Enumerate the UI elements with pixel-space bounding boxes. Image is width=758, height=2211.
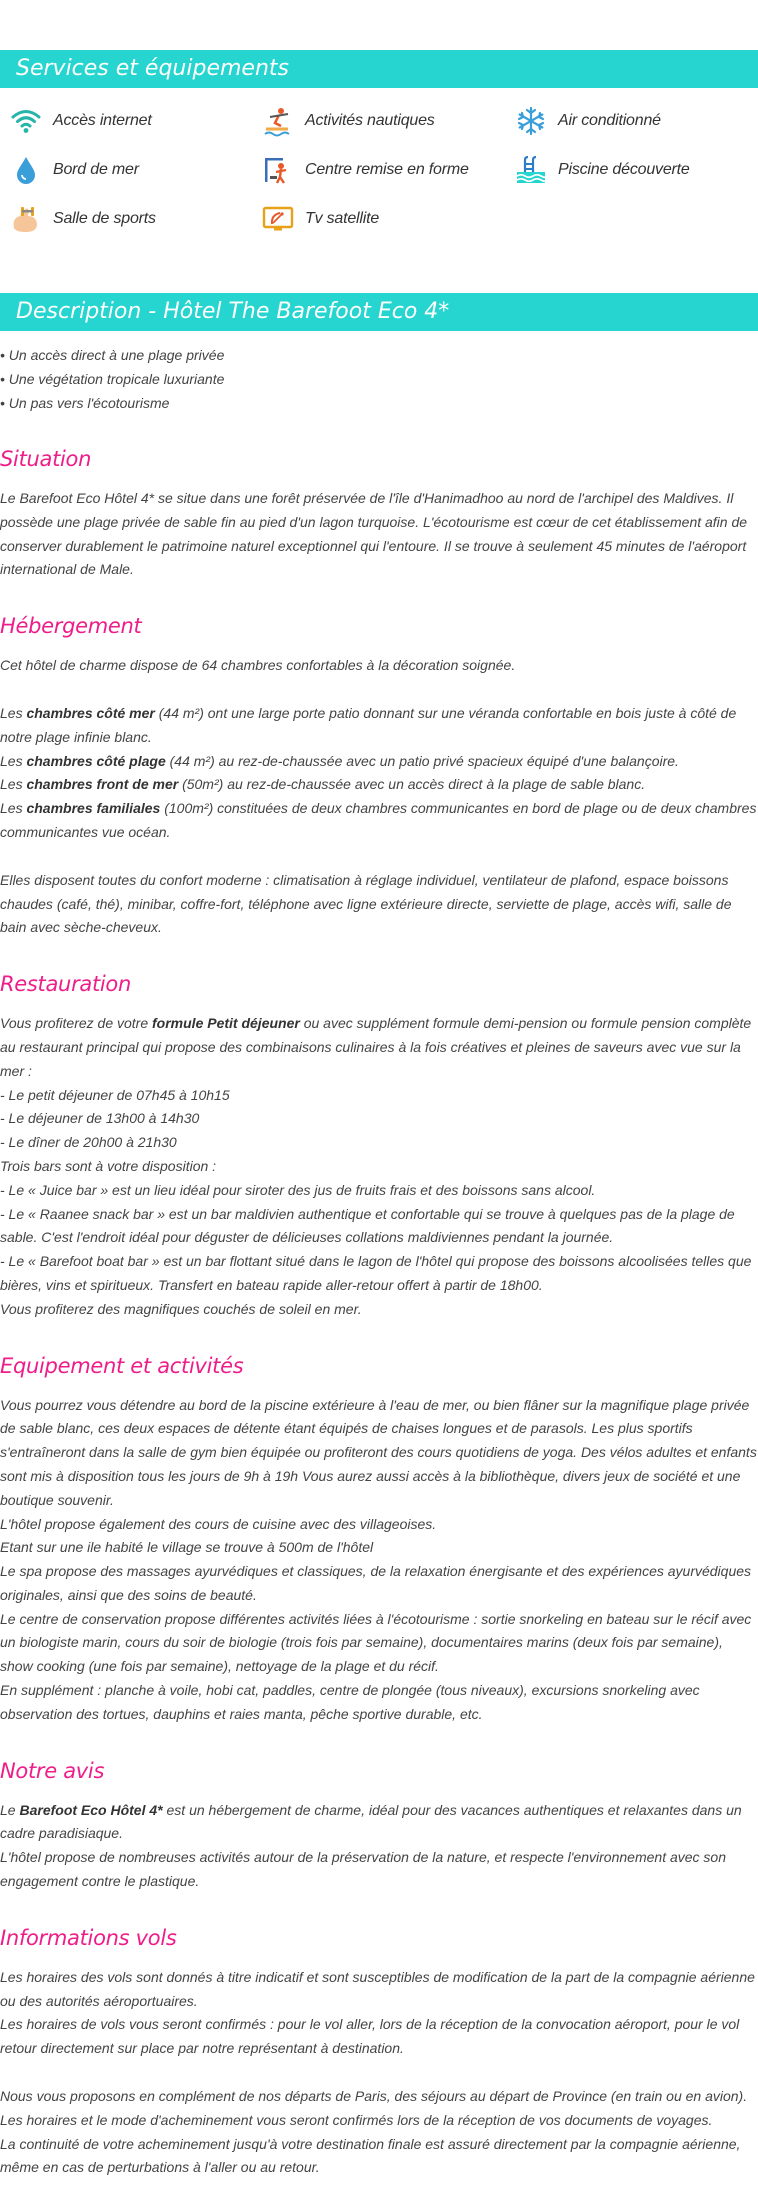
equipement-line: Vous pourrez vous détendre au bord de la piscine extérieure à l'eau de mer, ou bien flâner sur la magnifique plage privée de sable blanc, ces deux espaces de détente étant équipés de chaises longues et de parasols. Les plus sportifs s'entraîneront dans la salle de gym bien équipée ou profiteront des cours quotidiens de yoga. Des vélos adultes et enfants sont mis à disposition tous les jours de 9h à 19h Vous aurez aussi accès à la bibliothèque, divers jeux de société et une boutique souvenir. — [0, 1396, 757, 1508]
restauration-line: - Le petit déjeuner de 07h45 à 10h15 — [0, 1086, 230, 1103]
amenity-label: Bord de mer — [53, 161, 139, 178]
amenity-label: Tv satellite — [305, 210, 380, 227]
vols-line: La continuité de votre acheminement jusqu'à votre destination finale est assuré directement par la compagnie aérienne, même en cas de perturbations à l'aller ou au retour. — [0, 2135, 741, 2176]
amenity-water-sports — [262, 103, 435, 139]
description-banner — [0, 293, 758, 331]
situation-text: Le Barefoot Eco Hôtel 4* se situe dans une forêt préservée de l'île d'Hanimadhoo au nord de l'archipel des Maldives. Il possède une plage privée de sable fin au pied d'un lagon turquoise. L'écotourisme est cœur de cet établissement afin de conserver durablement le patrimoine naturel exceptionnel qui l'entoure. Il se trouve à seulement 45 minutes de l'aéroport international de Male. — [0, 490, 748, 578]
restauration-line: - Le déjeuner de 13h00 à 14h30 — [0, 1110, 200, 1127]
room-type: Les chambres front de mer (50m²) au rez-de-chaussée avec un accès direct à la plage de sable blanc. — [0, 776, 646, 793]
restauration-intro: Vous profiterez de votre formule Petit déjeuner ou avec supplément formule demi-pension ou formule pension complète au restaurant principal qui propose des combinaisons culinaires à la fois créatives et pleines de saveurs avec vue sur la mer : — [0, 1015, 752, 1079]
amenity-label: Piscine découverte — [558, 161, 690, 178]
restauration-line: - Le dîner de 20h00 à 21h30 — [0, 1134, 177, 1151]
snowflake-icon — [515, 105, 547, 137]
hotel-description-content — [0, 343, 758, 2180]
equipement-line: Le spa propose des massages ayurvédiques et classiques, de la relaxation énergisante et des expériences ayurvédiques originales, ainsi que des soins de beauté. — [0, 1563, 752, 1603]
amenity-outdoor-pool — [515, 152, 690, 188]
hebergement-comfort: Elles disposent toutes du confort moderne : climatisation à réglage individuel, ventilateur de plafond, espace boissons chaudes (café, thé), minibar, coffre-fort, téléphone avec ligne extérieure directe, serviette de plage, accès wifi, salle de bain avec sèche-cheveux. — [0, 871, 732, 936]
amenity-label: Salle de sports — [53, 210, 156, 227]
gym-icon — [10, 203, 42, 235]
highlight-item: • Une végétation tropicale luxuriante — [0, 371, 225, 387]
highlight-item: • Un accès direct à une plage privée — [0, 347, 225, 363]
wifi-icon — [10, 105, 42, 137]
highlights-list — [0, 343, 758, 415]
avis-text: Le Barefoot Eco Hôtel 4* est un hébergement de charme, idéal pour des vacances authentiques et relaxantes dans un cadre paradisiaque. — [0, 1801, 742, 1842]
amenity-label: Accès internet — [53, 112, 152, 129]
restauration-line: - Le « Juice bar » est un lieu idéal pour siroter des jus de fruits frais et des boissons sans alcool. — [0, 1181, 596, 1198]
services-title: Services et équipements — [16, 56, 289, 81]
vols-line: Les horaires de vols vous seront confirmés : pour le vol aller, lors de la réception de la convocation aéroport, pour le vol retour directement sur place par notre représentant à destination. — [0, 2016, 740, 2057]
amenity-label: Air conditionné — [558, 112, 661, 129]
room-type: Les chambres côté mer (44 m²) ont une large porte patio donnant sur une véranda confortable en bois juste à côté de notre plage infinie blanc. — [0, 704, 737, 745]
equipement-line: En supplément : planche à voile, hobi cat, paddles, centre de plongée (tous niveaux), excursions snorkeling avec observation des tortues, dauphins et raies manta, pêche sportive durable, etc. — [0, 1682, 700, 1722]
situation-heading: Situation — [0, 447, 92, 471]
amenity-internet — [10, 103, 152, 139]
vols-heading: Informations vols — [0, 1925, 177, 1950]
avis-heading: Notre avis — [0, 1758, 105, 1783]
restauration-line: - Le « Raanee snack bar » est un bar maldivien authentique et confortable qui se trouve à quelques pas de la plage de sable. C'est l'endroit idéal pour déguster de délicieuses collations maldiviennes pendant la journée. — [0, 1205, 735, 1246]
amenity-label: Activités nautiques — [305, 112, 435, 129]
restauration-line: - Le « Barefoot boat bar » est un bar flottant situé dans le lagon de l'hôtel qui propose des boissons alcoolisées telles que bières, vins et spiritueux. Transfert en bateau rapide aller-retour offert à partir de 18h00. — [0, 1253, 752, 1293]
equipement-line: Etant sur une ile habité le village se trouve à 500m de l'hôtel — [0, 1539, 374, 1556]
amenity-gym — [10, 201, 156, 237]
amenity-fitness-center — [262, 152, 469, 188]
highlight-item: • Un pas vers l'écotourisme — [0, 395, 170, 411]
swimming-pool-icon — [515, 154, 547, 186]
equipement-line: L'hôtel propose également des cours de cuisine avec des villageoises. — [0, 1515, 437, 1532]
equipement-line: Le centre de conservation propose différentes activités liées à l'écotourisme : sortie snorkeling en bateau sur le récif avec un biologiste marin, cours du soir de biologie (trois fois par semaine), documentaires marins (deux fois par semaine), show cooking (une fois par semaine), nettoyage de la plage et du récif. — [0, 1610, 752, 1675]
description-title: Description - Hôtel The Barefoot Eco 4* — [16, 299, 450, 324]
room-type: Les chambres côté plage (44 m²) au rez-de-chaussée avec un patio privé spacieux équipé d'une balançoire. — [0, 752, 679, 769]
amenity-label: Centre remise en forme — [305, 161, 469, 178]
services-banner — [0, 50, 758, 88]
amenity-satellite-tv — [262, 201, 379, 237]
restauration-line: Trois bars sont à votre disposition : — [0, 1157, 217, 1174]
avis-text: L'hôtel propose de nombreuses activités autour de la préservation de la nature, et respecte l'environnement avec son engagement contre le plastique. — [0, 1849, 727, 1890]
fitness-center-icon — [262, 154, 294, 186]
satellite-tv-icon — [262, 203, 294, 235]
equipement-heading: Equipement et activités — [0, 1353, 244, 1378]
water-sports-icon — [262, 105, 294, 137]
vols-line: Nous vous proposons en complément de nos départs de Paris, des séjours au départ de Province (en train ou en avion). — [0, 2088, 748, 2105]
amenity-seaside — [10, 152, 139, 188]
room-type: Les chambres familiales (100m²) constituées de deux chambres communicantes en bord de plage ou de deux chambres communicantes vue océan. — [0, 800, 757, 840]
water-drop-icon — [10, 154, 42, 186]
hebergement-heading: Hébergement — [0, 614, 142, 639]
restauration-heading: Restauration — [0, 972, 131, 997]
hebergement-intro: Cet hôtel de charme dispose de 64 chambres confortables à la décoration soignée. — [0, 657, 516, 674]
restauration-line: Vous profiterez des magnifiques couchés de soleil en mer. — [0, 1300, 362, 1317]
vols-line: Les horaires des vols sont donnés à titre indicatif et sont susceptibles de modification de la part de la compagnie aérienne ou des autorités aéroportuaires. — [0, 1968, 755, 2009]
amenity-air-conditioning — [515, 103, 661, 139]
vols-line: Les horaires et le mode d'acheminement vous seront confirmés lors de la réception de vos documents de voyages. — [0, 2111, 713, 2128]
